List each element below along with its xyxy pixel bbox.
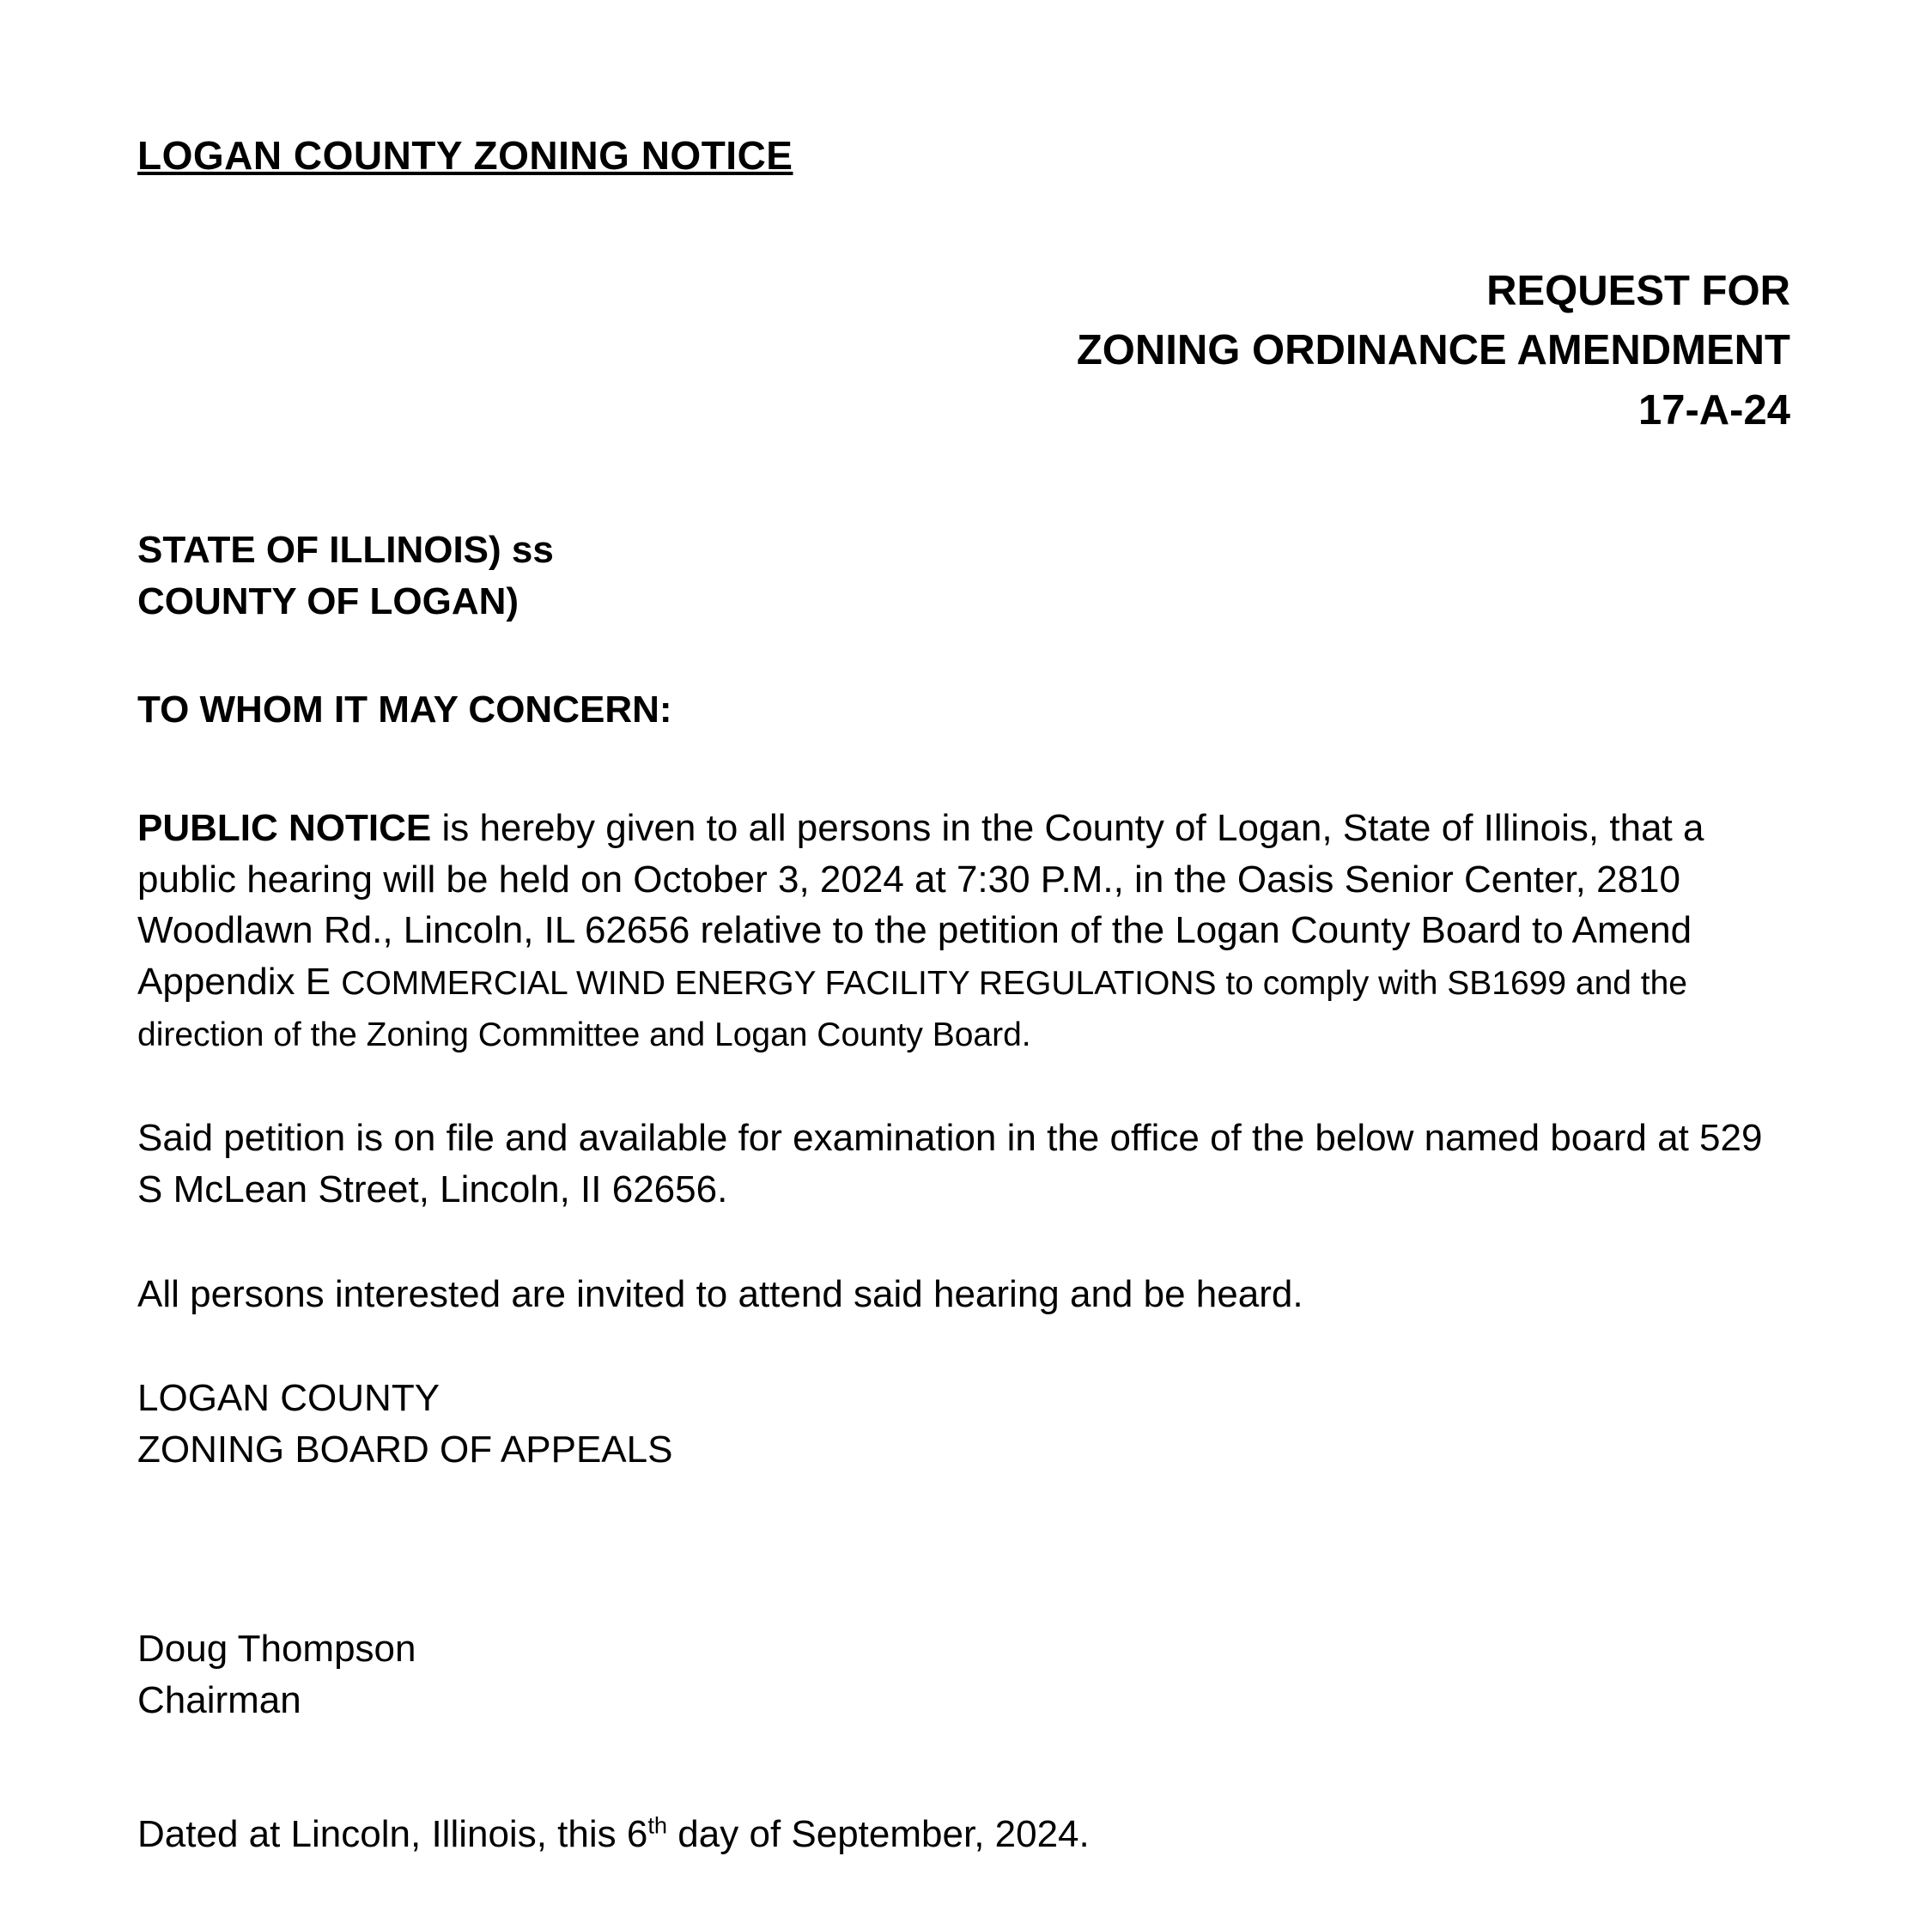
request-heading [137,262,1790,441]
public-notice-lead: PUBLIC NOTICE [137,806,432,849]
dated-line-ordinal: th [647,1811,668,1839]
public-notice-body: is hereby given to all persons in the County of Logan, State of Illinois, that a public hearing will be held on October 3, 2024 at 7:30 P.M., in the Oasis Senior Center, 2810 Woodlawn Rd., Lincoln, IL 62656 relative to the petition of the Logan County Board to Amend Appendix E [137,806,1704,1004]
dated-line-prefix: Dated at Lincoln, Illinois, this 6 [137,1812,648,1855]
request-heading-line-2: ZONING ORDINANCE AMENDMENT [1076,327,1790,374]
case-number: 17-A-24 [1637,386,1790,434]
state-county-block [137,525,1790,628]
regulations-text: COMMERCIAL WIND ENERGY FACILITY REGULATIONS to comply with SB1699 and the direction of the Zoning Committee and Logan County Board. [137,965,1687,1054]
public-notice-paragraph [137,803,1790,1059]
state-line: STATE OF ILLINOIS) ss [137,529,554,572]
request-heading-line-1: REQUEST FOR [1486,267,1790,314]
board-line-1: LOGAN COUNTY [137,1377,440,1420]
dated-line-suffix: day of September, 2024. [667,1812,1090,1855]
signature-block [137,1623,1790,1726]
signature-title: Chairman [137,1678,301,1721]
board-line-2: ZONING BOARD OF APPEALS [137,1429,673,1471]
salutation: TO WHOM IT MAY CONCERN: [137,688,672,731]
invitation-paragraph: All persons interested are invited to attend said hearing and be heard. [137,1272,1303,1315]
county-line: COUNTY OF LOGAN) [137,580,519,623]
board-block [137,1373,1790,1476]
petition-paragraph: Said petition is on file and available for examination in the office of the below named board at 529 S McLean Street, Lincoln, II 62656. [137,1116,1763,1210]
dated-line [137,1809,1790,1860]
signature-name: Doug Thompson [137,1628,416,1671]
document-title: LOGAN COUNTY ZONING NOTICE [137,133,793,178]
